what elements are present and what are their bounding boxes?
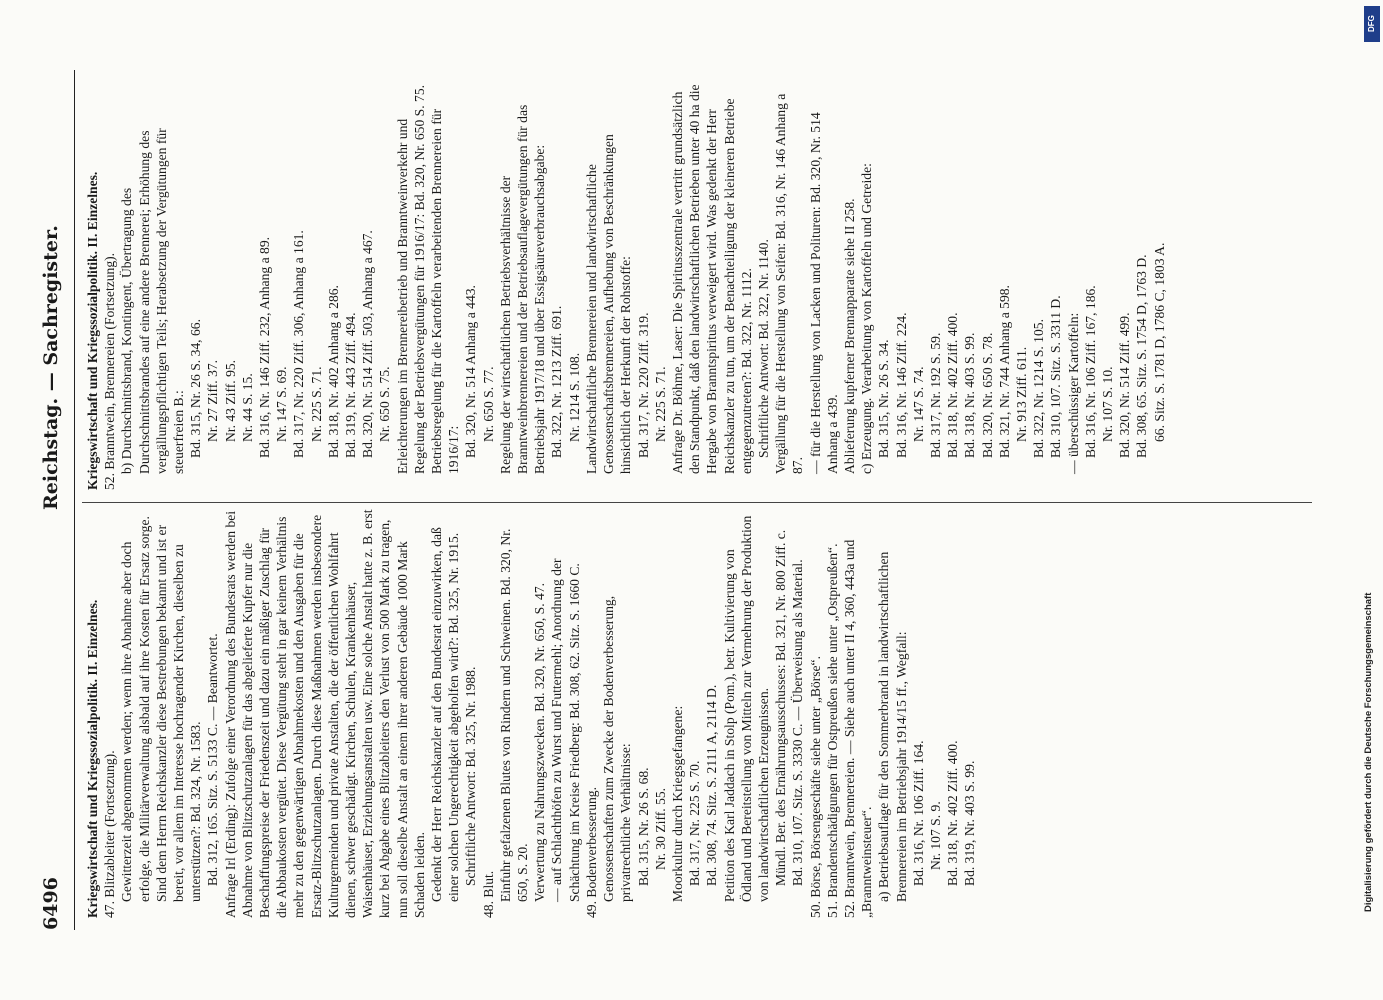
index-entry: a) Betriebsauflage für den Sommerbrand in landwirtschaftlichen Brennereien im Betriebsjahr 1914/15 ff., Wegfall:: [876, 551, 909, 902]
index-entry: Bd. 317, Nr. 225 S. 70.: [687, 760, 703, 886]
index-entry: Verwertung zu Nahrungszwecken. Bd. 320, Nr. 650, S. 47.: [532, 582, 548, 902]
index-entry: Bd. 310, 107. Sitz. S. 3311 D.: [1048, 295, 1064, 458]
index-entry: Bd. 320, Nr. 514 Anhang a 443.: [463, 285, 479, 458]
index-entry: Bd. 308, 65. Sitz. S. 1754 D, 1763 D.: [1134, 254, 1150, 458]
index-entry: Anfrage Irl (Erding): Zufolge einer Verordnung des Bundesrats werden bei Abnahme von Blitzschutzanlagen für das abgelieferte Kupfer nur die Beschaffungspreise der Friedenszeit und dazu ein mäßiger Zuschlag für die Abbaukosten vergütet. Diese Vergütung steht in gar keinem Verhältnis mehr zu den gegenwärtigen Abnahmekosten und den Ausgaben für die Ersatz-Blitzschutzanlagen. Durch diese Maßnahmen werden insbesondere Kulturgemeinden und private Anstalten, die der öffentlichen Wohlfahrt dienen, schwer geschädigt. Kirchen, Schulen, Krankenhäuser, Waisenhäuser, Erziehungsanstalten usw. Eine solche Anstalt hatte z. B. erst kurz bei Abgabe eines Blitzableiters den Verlust von 500 Mark zu tragen, nun soll dieselbe Anstalt an einem ihrer anderen Gebäude 1000 Mark Schaden leiden.: [222, 509, 427, 918]
index-entry: Nr. 147 S. 69.: [274, 366, 290, 442]
index-entry: Bd. 320, Nr. 650 S. 78.: [979, 332, 995, 458]
index-entry: Nr. 44 S. 15.: [239, 373, 255, 442]
side-credit: [1363, 12, 1377, 987]
index-entry: Nr. 43 Ziff. 95.: [222, 359, 238, 442]
index-entry: Schriftliche Antwort: Bd. 325, Nr. 1988.: [463, 666, 479, 886]
index-entry: Mündl. Ber. des Ernährungsausschusses: Bd. 321, Nr. 800 Ziff. c.: [773, 529, 789, 886]
right-column: [84, 80, 1168, 490]
index-entry: Moorkultur durch Kriegsgefangene:: [669, 705, 685, 902]
index-entry: Kriegswirtschaft und Kriegssozialpolitik. II. Einzelnes.: [85, 171, 100, 490]
index-entry: — überschüssiger Kartoffeln:: [1065, 312, 1081, 474]
index-entry: 48. Blut.: [480, 870, 496, 918]
index-entry: Bd. 318, Nr. 403 S. 99.: [962, 332, 978, 458]
index-entry: 51. Brandentschädigungen für Ostpreußen siehe unter „Ostpreußen“.: [824, 543, 840, 918]
index-entry: Bd. 316, Nr. 146 Ziff. 232, Anhang a 89.: [257, 236, 273, 458]
index-entry: Bd. 317, Nr. 220 Ziff. 306, Anhang a 161.: [291, 230, 307, 458]
index-entry: b) Durchschnittsbrand, Kontingent, Übertragung des Durchschnittsbrandes auf eine andere Brennerei; Erhöhung des vergällungspflichtigen Teils; Herabsetzung der Vergütungen für steuerfreien B.:: [119, 128, 187, 474]
index-entry: Bd. 315, Nr. 26 S. 34, 66.: [188, 319, 204, 458]
index-entry: Nr. 650 S. 77.: [480, 366, 496, 442]
index-entry: Bd. 315, Nr. 26 S. 68.: [635, 767, 651, 886]
index-entry: Bd. 315, Nr. 26 S. 34.: [876, 339, 892, 458]
header-rule: [74, 70, 75, 930]
index-entry: Vergällung für die Herstellung von Seifen: Bd. 316, Nr. 146 Anhang a 87.: [773, 93, 806, 474]
index-entry: 52. Branntwein, Brennereien (Fortsetzung).: [102, 252, 118, 490]
index-entry: Ablieferung kupferner Brennapparate siehe II 258.: [841, 198, 857, 474]
index-entry: Regelung der wirtschaftlichen Betriebsverhältnisse der Branntweinbrennereien und der Betriebsauflagevergütungen für das Betriebsjahr 1917/18 und über Essigsäureverbrauchsabgabe:: [497, 104, 548, 474]
index-entry: Sind dem Herrn Reichskanzler diese Bestrebungen bekannt und ist er bereit, vor allem im Interesse hochragender Kirchen, dieselben zu unterstützen?: Bd. 324, Nr. 1583.: [153, 524, 204, 902]
index-entry: Bd. 320, Nr. 514 Ziff. 503, Anhang a 467.: [360, 230, 376, 458]
index-entry: Nr. 107 S. 10.: [1099, 366, 1115, 442]
index-entry: Bd. 319, Nr. 443 Ziff. 494.: [343, 312, 359, 458]
index-entry: Gewitterzeit abgenommen werden; wenn ihre Abnahme aber doch erfolge, die Militärverwaltung alsbald auf ihre Kosten für Ersatz sorge.: [119, 516, 152, 902]
index-entry: Bd. 321, Nr. 744 Anhang a 598.: [996, 285, 1012, 458]
index-entry: Bd. 317, Nr. 192 S. 59.: [927, 332, 943, 458]
index-entry: Kriegswirtschaft und Kriegssozialpolitik. II. Einzelnes.: [85, 599, 100, 918]
index-entry: Gedenkt der Herr Reichskanzler auf den Bundesrat einzuwirken, daß einer solchen Ungerechtigkeit abgeholfen wird?: Bd. 325, Nr. 1915.: [429, 527, 462, 902]
index-entry: Einfuhr gefalzenen Blutes von Rindern und Schweinen. Bd. 320, Nr. 650, S. 20.: [497, 528, 531, 902]
index-entry: Nr. 107 S. 9.: [927, 801, 943, 870]
index-entry: Bd. 316, Nr. 106 Ziff. 167, 186.: [1082, 285, 1098, 458]
index-entry: Bd. 318, Nr. 402 Ziff. 400.: [945, 312, 961, 458]
index-entry: — für die Herstellung von Lacken und Polituren: Bd. 320, Nr. 514 Anhang a 439.: [807, 112, 840, 474]
index-entry: Bd. 322, Nr. 1213 Ziff. 691.: [549, 305, 565, 458]
index-entry: Bd. 310, 107. Sitz. S. 3330 C. — Überweisung als Material.: [790, 559, 806, 886]
index-entry: Nr. 225 S. 71.: [652, 366, 668, 442]
page-number: 6496: [40, 877, 62, 930]
index-entry: Erleichterungen im Brennereibetrieb und Branntweinverkehr und Regelung der Betriebsvergütungen für 1916/17: Bd. 320, Nr. 650 S. 75.: [394, 84, 427, 474]
index-entry: Bd. 320, Nr. 514 Ziff. 499.: [1117, 312, 1133, 458]
index-entry: Nr. 1214 S. 108.: [566, 352, 582, 442]
left-column: [84, 508, 979, 918]
index-entry: Nr. 650 S. 75.: [377, 366, 393, 442]
index-entry: Bd. 317, Nr. 220 Ziff. 319.: [635, 312, 651, 458]
index-entry: Bd. 308, 74. Sitz. S. 2111 A, 2114 D.: [704, 684, 720, 886]
index-entry: Betriebsregelung für die Kartoffeln verarbeitenden Brennereien für 1916/17:: [429, 108, 462, 474]
index-entry: Bd. 316, Nr. 146 Ziff. 224.: [893, 312, 909, 458]
index-entry: Anfrage Dr. Böhme, Laser: Die Spiritusszentrale vertritt grundsätzlich den Standpunkt, daß den landwirtschaftlichen Betrieben unter 40 ha die Hergabe von Branntspiritus verweigert wird. Was gedenkt der Herr Reichskanzler zu tun, um der Benachteiligung der kleineren Betriebe entgegenzutreten?: Bd. 322, Nr. 1112.: [669, 84, 754, 474]
index-entry: Genossenschaften zum Zwecke der Bodenverbesserung, privatrechtliche Verhältnisse:: [601, 595, 634, 902]
index-entry: Bd. 322, Nr. 1214 S. 105.: [1031, 319, 1047, 458]
index-entry: Bd. 316, Nr. 106 Ziff. 164.: [910, 740, 926, 886]
index-entry: Landwirtschaftliche Brennereien und landwirtschaftliche Genossenschaftsbrennereien, Aufhebung von Beschränkungen hinsichtlich der Herkunft der Rohstoffe:: [583, 134, 634, 474]
index-entry: Nr. 225 S. 71.: [308, 366, 324, 442]
index-entry: c) Erzeugung. Verarbeitung von Kartoffeln und Getreide:: [859, 163, 875, 474]
index-entry: 50. Börse, Börsengeschäfte siehe unter „Börse“.: [807, 656, 823, 918]
dfg-logo: DFG: [1364, 6, 1380, 42]
index-entry: Bd. 319, Nr. 403 S. 99.: [962, 760, 978, 886]
page-header: [40, 70, 70, 930]
index-entry: Nr. 27 Ziff. 37.: [205, 359, 221, 442]
running-title: Reichstag. — Sachregister.: [40, 225, 62, 510]
index-entry: Bd. 318, Nr. 402 Anhang a 286.: [325, 285, 341, 458]
index-entry: Nr. 147 S. 74.: [910, 366, 926, 442]
column-divider: [82, 502, 1312, 503]
index-entry: 66. Sitz. S. 1781 D, 1786 C, 1803 A.: [1151, 242, 1167, 442]
credit-text: Digitalisierung gefördert durch die Deutsche Forschungsgemeinschaft: [1363, 592, 1374, 912]
index-entry: 52. Branntwein, Brennereien. — Siehe auch unter II 4, 360, 443a und „Branntweinsteuer“.: [841, 539, 875, 918]
index-entry: Bd. 318, Nr. 402 Ziff. 400.: [945, 740, 961, 886]
index-entry: Nr. 913 Ziff. 611.: [1013, 346, 1029, 442]
index-entry: Petition des Karl Jaddach in Stolp (Pom.), betr. Kultivierung von Ödland und Bereitstellung von Mitteln zur Vermehrung der Produktion von landwirtschaftlichen Erzeugnissen.: [721, 515, 771, 902]
index-entry: — auf Schlachthöfen zu Wurst und Futtermehl; Anordnung der Schächtung im Kreise Friedberg: Bd. 308, 62. Sitz. S. 1660 C.: [549, 558, 582, 902]
index-entry: 47. Blitzableiter (Fortsetzung).: [102, 750, 118, 918]
index-entry: Bd. 312, 165. Sitz. S. 5133 C. — Beantwortet.: [205, 633, 221, 886]
index-entry: Schriftliche Antwort: Bd. 322, Nr. 1140.: [755, 239, 771, 458]
index-entry: Nr. 30 Ziff. 55.: [652, 787, 668, 870]
index-entry: 49. Bodenverbesserung.: [583, 787, 599, 918]
